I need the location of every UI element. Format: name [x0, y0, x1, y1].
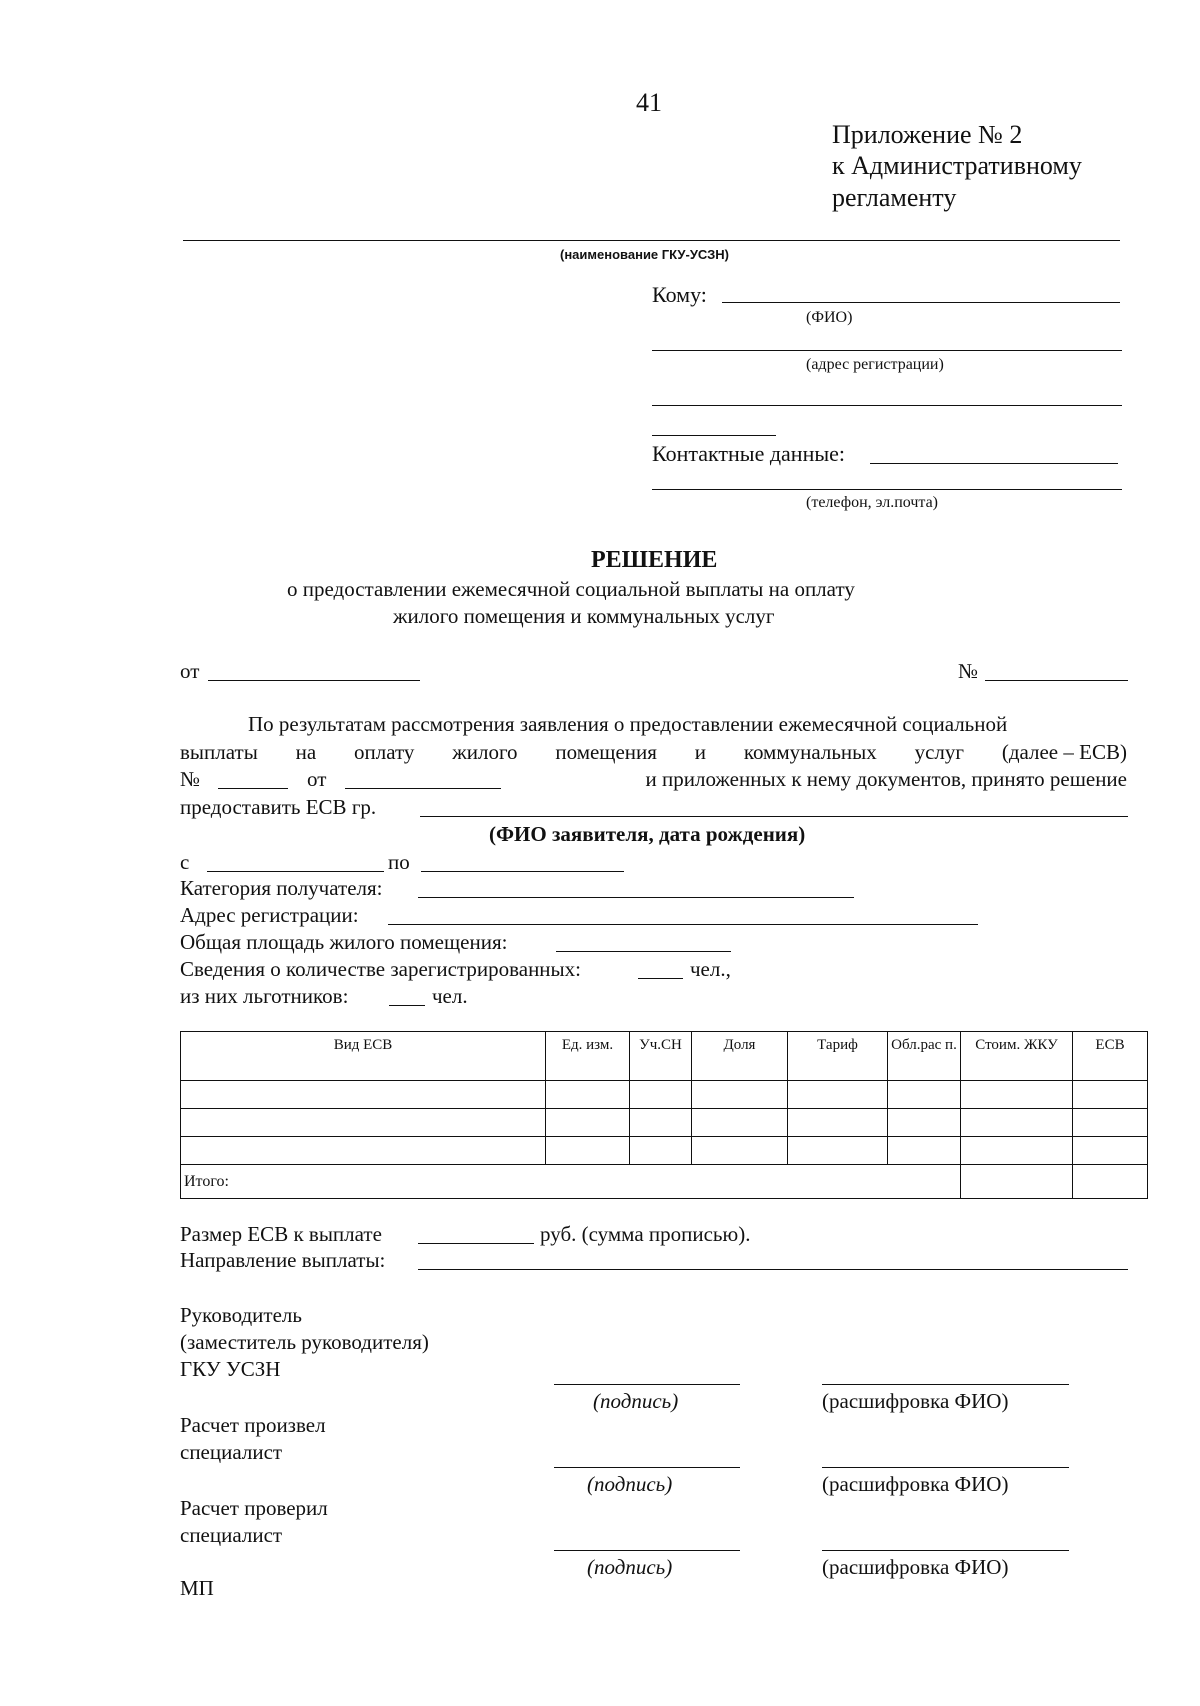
total-label: Итого: — [181, 1165, 961, 1199]
table-cell[interactable] — [692, 1081, 788, 1109]
stamp-place-label: МП — [180, 1576, 214, 1600]
fio-caption: (ФИО) — [806, 309, 853, 326]
table-cell[interactable] — [1073, 1109, 1148, 1137]
document-subtitle-2: жилого помещения и коммунальных услуг — [393, 604, 775, 628]
name-decoding-caption: (расшифровка ФИО) — [822, 1389, 1009, 1413]
col-header-ecs: ЕСВ — [1073, 1032, 1148, 1081]
registered-label: Сведения о количестве зарегистрированных: — [180, 957, 581, 981]
signature-caption: (подпись) — [587, 1472, 673, 1496]
table-row — [181, 1137, 1148, 1165]
signature-line[interactable] — [554, 1467, 740, 1468]
paragraph-word: помещения — [555, 740, 657, 764]
col-header-share: Доля — [692, 1032, 788, 1081]
privileged-unit: чел. — [432, 984, 468, 1008]
table-row — [181, 1109, 1148, 1137]
paragraph-line-4: предоставить ЕСВ гр. — [180, 795, 377, 819]
address-caption: (адрес регистрации) — [806, 356, 944, 373]
paragraph-word: (далее – ЕСВ) — [1001, 740, 1127, 764]
table-cell[interactable] — [1073, 1081, 1148, 1109]
paragraph-line-3-rest: и приложенных к нему документов, принято решение — [645, 767, 1127, 791]
category-field-line[interactable] — [418, 897, 854, 898]
table-cell[interactable] — [961, 1137, 1073, 1165]
period-since-label: с — [180, 850, 190, 874]
period-till-label: по — [388, 850, 410, 874]
appendix-line-3: регламенту — [832, 183, 957, 212]
contacts-field-line[interactable] — [870, 463, 1118, 464]
document-title: РЕШЕНИЕ — [591, 547, 718, 573]
application-number-label: № — [180, 767, 201, 791]
table-cell[interactable] — [961, 1109, 1073, 1137]
name-decoding-caption: (расшифровка ФИО) — [822, 1555, 1009, 1579]
table-total-row — [181, 1165, 1148, 1199]
reg-address-field-line[interactable] — [388, 924, 978, 925]
col-header-type: Вид ЕСВ — [181, 1032, 546, 1081]
applicant-field-line[interactable] — [420, 816, 1128, 817]
org-name-line — [183, 240, 1120, 241]
table-cell[interactable] — [546, 1137, 630, 1165]
paragraph-word: коммунальных — [743, 740, 877, 764]
paragraph-line-1: По результатам рассмотрения заявления о предоставлении ежемесячной социальной — [248, 712, 1008, 736]
to-field-line[interactable] — [722, 302, 1120, 303]
signer-role-line: Расчет произвел — [180, 1413, 326, 1437]
table-cell[interactable] — [692, 1109, 788, 1137]
table-cell[interactable] — [788, 1109, 888, 1137]
name-decoding-line[interactable] — [822, 1384, 1069, 1385]
address-field-line-3[interactable] — [652, 435, 776, 436]
table-cell[interactable] — [692, 1137, 788, 1165]
signature-line[interactable] — [554, 1550, 740, 1551]
org-name-caption: (наименование ГКУ-УСЗН) — [560, 247, 729, 262]
table-cell[interactable] — [181, 1109, 546, 1137]
table-cell[interactable] — [1073, 1137, 1148, 1165]
name-decoding-caption: (расшифровка ФИО) — [822, 1472, 1009, 1496]
direction-label: Направление выплаты: — [180, 1248, 386, 1272]
table-cell[interactable] — [630, 1109, 692, 1137]
document-subtitle-1: о предоставлении ежемесячной социальной выплаты на оплату — [287, 577, 855, 601]
table-header-row — [181, 1032, 1148, 1081]
col-header-members: Уч.СН — [630, 1032, 692, 1081]
date-field-line[interactable] — [208, 680, 420, 681]
paragraph-word: жилого — [452, 740, 518, 764]
appendix-line-2: к Административному — [832, 151, 1082, 180]
contacts-field-line-2[interactable] — [652, 489, 1122, 490]
table-cell[interactable] — [788, 1137, 888, 1165]
signer-role-line: (заместитель руководителя) — [180, 1330, 429, 1354]
signer-role-line: Руководитель — [180, 1303, 302, 1327]
paragraph-word: выплаты — [180, 740, 258, 764]
contacts-label: Контактные данные: — [652, 441, 845, 466]
table-cell[interactable] — [181, 1137, 546, 1165]
table-cell[interactable] — [546, 1081, 630, 1109]
table-cell[interactable] — [888, 1137, 961, 1165]
col-header-cost: Стоим. ЖКУ — [961, 1032, 1073, 1081]
number-label: № — [958, 659, 979, 683]
col-header-tariff: Тариф — [788, 1032, 888, 1081]
col-header-unit: Ед. изм. — [546, 1032, 630, 1081]
to-label: Кому: — [652, 282, 707, 307]
name-decoding-line[interactable] — [822, 1550, 1069, 1551]
col-header-area: Обл.рас п. — [888, 1032, 961, 1081]
table-row — [181, 1081, 1148, 1109]
number-field-line[interactable] — [985, 680, 1128, 681]
table-cell[interactable] — [630, 1137, 692, 1165]
area-label: Общая площадь жилого помещения: — [180, 930, 508, 954]
period-till-line[interactable] — [421, 871, 624, 872]
privileged-label: из них льготников: — [180, 984, 349, 1008]
date-from-label: от — [180, 659, 200, 683]
paragraph-line-2 — [180, 740, 1127, 765]
application-date-line[interactable] — [345, 788, 501, 789]
amount-label: Размер ЕСВ к выплате — [180, 1222, 382, 1246]
reg-address-label: Адрес регистрации: — [180, 903, 359, 927]
table-cell[interactable] — [181, 1081, 546, 1109]
signature-caption: (подпись) — [593, 1389, 679, 1413]
application-from-label: от — [307, 767, 327, 791]
period-since-line[interactable] — [207, 871, 384, 872]
signer-role-line: специалист — [180, 1523, 283, 1547]
table-cell[interactable] — [888, 1109, 961, 1137]
amount-suffix: руб. (сумма прописью). — [540, 1222, 751, 1246]
table-cell[interactable] — [546, 1109, 630, 1137]
paragraph-word: оплату — [354, 740, 415, 764]
paragraph-word: на — [295, 740, 317, 764]
privileged-count-line[interactable] — [389, 1005, 425, 1006]
signature-line[interactable] — [554, 1384, 740, 1385]
name-decoding-line[interactable] — [822, 1467, 1069, 1468]
signer-role-line: ГКУ УСЗН — [180, 1357, 281, 1381]
category-label: Категория получателя: — [180, 876, 383, 900]
contacts-caption: (телефон, эл.почта) — [806, 494, 939, 511]
appendix-line-1: Приложение № 2 — [832, 120, 1023, 149]
address-field-line[interactable] — [652, 350, 1122, 351]
paragraph-word: и — [694, 740, 706, 764]
total-ecs-cell[interactable] — [1073, 1165, 1148, 1199]
signature-caption: (подпись) — [587, 1555, 673, 1579]
page-number: 41 — [636, 88, 662, 117]
signer-role-line: специалист — [180, 1440, 283, 1464]
table-cell[interactable] — [788, 1081, 888, 1109]
paragraph-word: услуг — [914, 740, 965, 764]
signer-role-line: Расчет проверил — [180, 1496, 328, 1520]
applicant-caption: (ФИО заявителя, дата рождения) — [489, 822, 806, 846]
table-cell[interactable] — [888, 1081, 961, 1109]
address-field-line-2[interactable] — [652, 405, 1122, 406]
registered-unit: чел., — [690, 957, 731, 981]
total-cost-cell[interactable] — [961, 1165, 1073, 1199]
table-cell[interactable] — [630, 1081, 692, 1109]
ecs-calculation-table — [180, 1031, 1148, 1199]
area-field-line[interactable] — [556, 951, 731, 952]
registered-count-line[interactable] — [638, 978, 683, 979]
direction-field-line[interactable] — [418, 1269, 1128, 1270]
amount-field-line[interactable] — [418, 1243, 534, 1244]
table-cell[interactable] — [961, 1081, 1073, 1109]
application-number-line[interactable] — [218, 788, 288, 789]
